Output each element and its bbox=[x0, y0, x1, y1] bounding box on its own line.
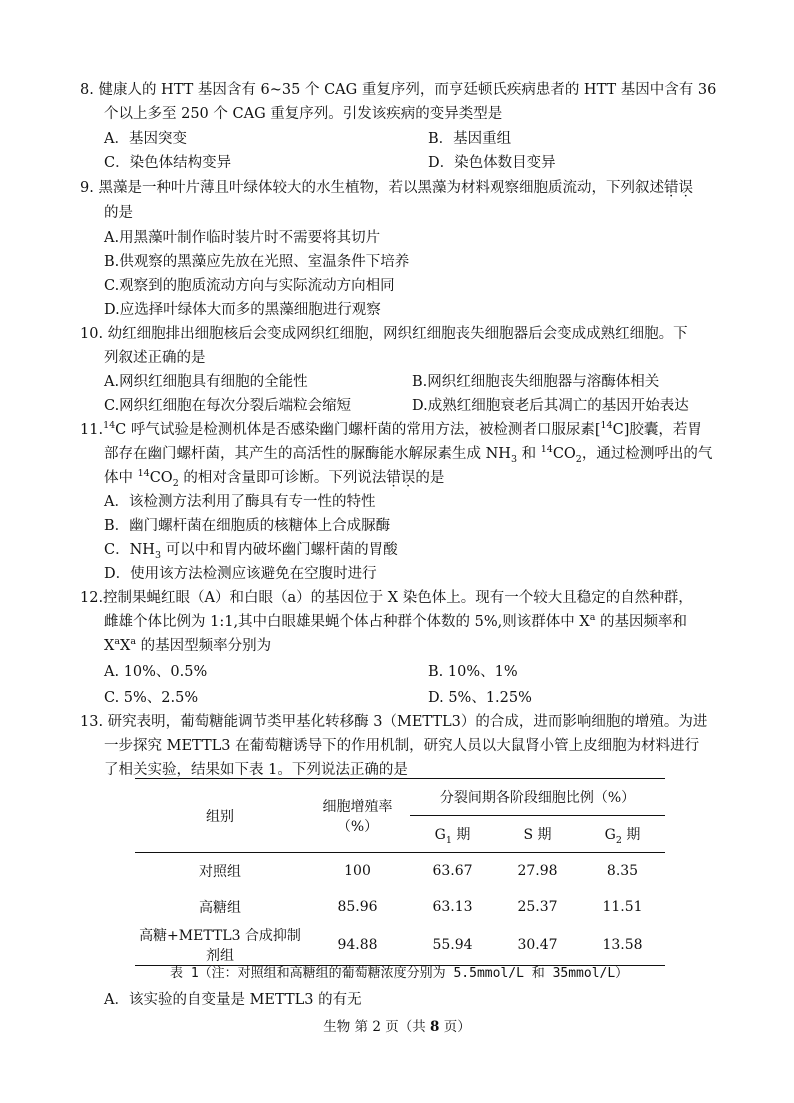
cell-group: 高糖组 bbox=[199, 900, 241, 916]
cell-rate: 94.88 bbox=[305, 925, 410, 966]
q10-option-b: B.网织红细胞丧失细胞器与溶酶体相关 bbox=[412, 374, 660, 390]
cell-rate: 85.96 bbox=[337, 899, 378, 915]
q10-stem-line2: 列叙述正确的是 bbox=[104, 350, 206, 366]
q13-stem-line2: 一步探究 METTL3 在葡萄糖诱导下的作用机制，研究人员以大鼠肾小管上皮细胞为材料进行 bbox=[104, 738, 700, 754]
q12-option-c: C. 5%、2.5% bbox=[104, 690, 199, 706]
table-row bbox=[135, 925, 665, 966]
table-row bbox=[135, 853, 665, 890]
data-table bbox=[135, 778, 665, 966]
q12-stem-line3: $X^aX^a$ 的基因型频率分别为 bbox=[104, 636, 272, 654]
q11-stem-line2: 部存在幽门螺杆菌，其产生的高活性的脲酶能水解尿素生成 $NH_3$ 和 $^{14}CO_2$，通过检测呼出的气 bbox=[104, 444, 713, 465]
q9-option-c: C.观察到的胞质流动方向与实际流动方向相同 bbox=[104, 278, 395, 294]
page-footer: 生物 第 2 页（共 8 页） bbox=[323, 1019, 471, 1035]
q11-option-a: A．该检测方法利用了酶具有专一性的特性 bbox=[104, 494, 376, 510]
q8-option-d: D．染色体数目变异 bbox=[428, 155, 556, 171]
q8-stem-line1: 8. 健康人的 HTT 基因含有 6~35 个 CAG 重复序列，而亨廷顿氏疾病患者的 HTT 基因中含有 36 bbox=[80, 82, 717, 98]
q9-option-b: B.供观察的黑藻应先放在光照、室温条件下培养 bbox=[104, 254, 410, 270]
cell-g2: 11.51 bbox=[602, 899, 643, 915]
cell-g1: 63.67 bbox=[432, 863, 473, 879]
q8-stem-line2: 个以上多至 250 个 CAG 重复序列。引发该疾病的变异类型是 bbox=[104, 106, 503, 122]
q12-option-a: A. 10%、0.5% bbox=[104, 664, 208, 680]
cell-group: 高糖+METTL3 合成抑制剂组 bbox=[135, 925, 305, 966]
q11-option-b: B．幽门螺杆菌在细胞质的核糖体上合成脲酶 bbox=[104, 518, 391, 534]
header-group: 组别 bbox=[135, 779, 305, 853]
cell-s: 27.98 bbox=[517, 863, 558, 879]
q10-option-c: C.网织红细胞在每次分裂后端粒会缩短 bbox=[104, 398, 352, 414]
q9-stem-line2: 的是 bbox=[104, 205, 133, 221]
cell-s: 25.37 bbox=[517, 899, 558, 915]
q11-option-c: C．$NH_3$ 可以中和胃内破坏幽门螺杆菌的胃酸 bbox=[104, 542, 398, 561]
q10-stem-line1: 10. 幼红细胞排出细胞核后会变成网织红细胞，网织红细胞丧失细胞器后会变成成熟红细胞。下 bbox=[80, 326, 688, 342]
q13-stem-line3: 了相关实验，结果如下表 1。下列说法正确的是 bbox=[104, 762, 408, 778]
q8-option-c: C．染色体结构变异 bbox=[104, 155, 232, 171]
cell-g1: 55.94 bbox=[410, 925, 495, 966]
header-g2: $G_2$ 期 bbox=[580, 816, 665, 853]
cell-s: 30.47 bbox=[495, 925, 580, 966]
q13-option-a: A．该实验的自变量是 METTL3 的有无 bbox=[104, 992, 362, 1008]
q12-stem-line1: 12.控制果蝇红眼（A）和白眼（a）的基因位于 X 染色体上。现有一个较大且稳定的自然种群， bbox=[80, 590, 693, 606]
q8-option-b: B．基因重组 bbox=[428, 131, 512, 147]
q12-stem-line2: 雌雄个体比例为 1:1,其中白眼雄果蝇个体占种群个体数的 5%,则该群体中 $X^a$ 的基因频率和 bbox=[104, 612, 687, 630]
header-g1: $G_1$ 期 bbox=[410, 816, 495, 853]
cell-group: 对照组 bbox=[199, 864, 241, 880]
q9-option-d: D.应选择叶绿体大而多的黑藻细胞进行观察 bbox=[104, 302, 381, 318]
header-s: S 期 bbox=[495, 816, 580, 853]
header-phase: 分裂间期各阶段细胞比例（%） bbox=[410, 779, 665, 816]
q12-option-b: B. 10%、1% bbox=[428, 664, 518, 680]
q10-option-a: A.网织红细胞具有细胞的全能性 bbox=[104, 374, 308, 390]
table-note: 表 1（注：对照组和高糖组的葡萄糖浓度分别为 5.5mmol/L 和 35mmol/L） bbox=[170, 966, 629, 981]
q11-stem-line1: 11.14C 呼气试验是检测机体是否感染幽门螺杆菌的常用方法，被检测者口服尿素[$^{14}$C]胶囊，若胃 bbox=[80, 420, 702, 438]
q10-option-d: D.成熟红细胞衰老后其凋亡的基因开始表达 bbox=[412, 398, 689, 414]
q9-stem-line1: 9. 黑藻是一种叶片薄且叶绿体较大的水生植物，若以黑藻为材料观察细胞质流动，下列叙述错误 bbox=[80, 180, 693, 196]
header-rate: 细胞增殖率 （%） bbox=[305, 779, 410, 853]
cell-rate: 100 bbox=[344, 863, 371, 879]
q13-stem-line1: 13. 研究表明，葡萄糖能调节类甲基化转移酶 3（METTL3）的合成，进而影响细胞的增殖。为进 bbox=[80, 714, 708, 730]
q12-option-d: D. 5%、1.25% bbox=[428, 690, 532, 706]
q8-option-a: A．基因突变 bbox=[104, 131, 187, 147]
cell-g2: 13.58 bbox=[580, 925, 665, 966]
table-row bbox=[135, 889, 665, 925]
cell-g2: 8.35 bbox=[606, 863, 639, 879]
q11-stem-line3: 体中 $^{14}CO_2$ 的相对含量即可诊断。下列说法错误的是 bbox=[104, 468, 445, 489]
cell-g1: 63.13 bbox=[432, 899, 473, 915]
q9-option-a: A.用黑藻叶制作临时装片时不需要将其切片 bbox=[104, 230, 381, 246]
q11-option-d: D．使用该方法检测应该避免在空腹时进行 bbox=[104, 566, 377, 582]
